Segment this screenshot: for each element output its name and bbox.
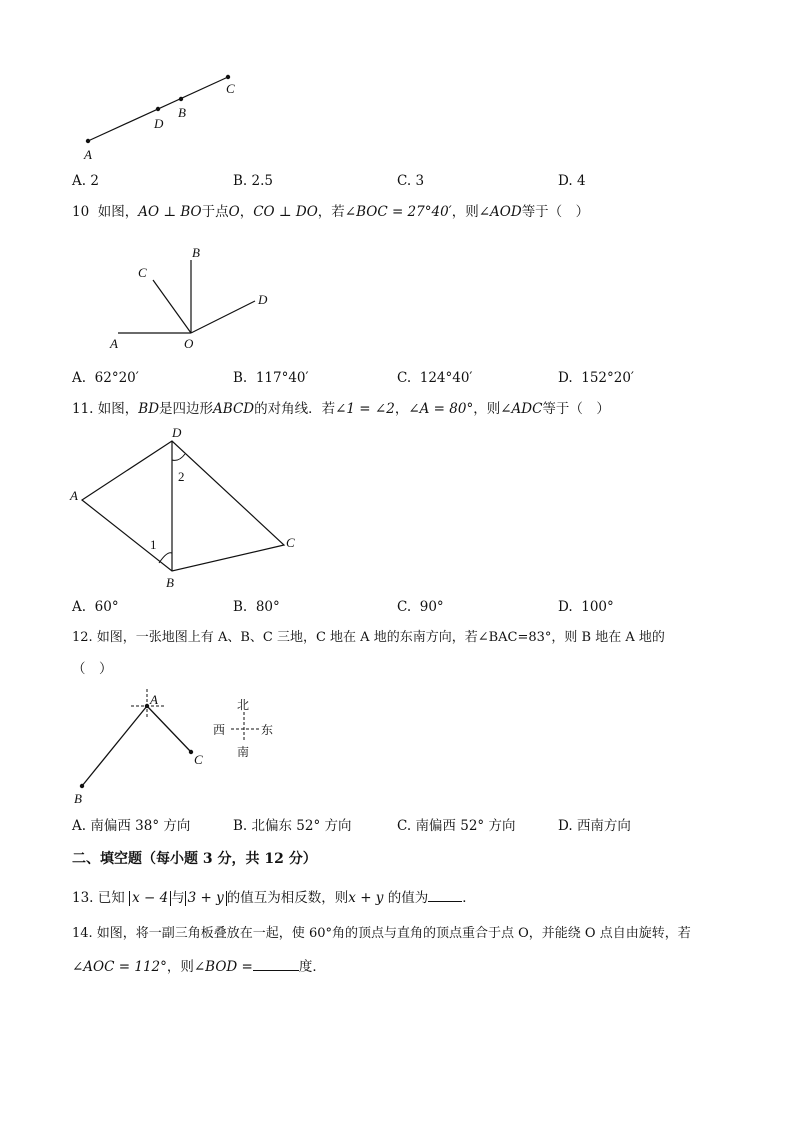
q12-option-a[interactable]: A. 南偏西 38° 方向 (72, 818, 191, 834)
q12-label-c: C (194, 752, 203, 767)
q9-label-c: C (226, 81, 235, 96)
q12-stem-line-2: （ ） (72, 661, 113, 677)
q11-stem: 11. 如图，BD是四边形ABCD的对角线．若∠1 = ∠2，∠A = 80°，则∠ADC等于（ ） (72, 401, 610, 417)
q12-compass-north: 北 (237, 698, 250, 712)
q13-abs-value-1: x − 4 (129, 891, 171, 906)
q13-answer-blank[interactable] (428, 888, 462, 902)
q9-figure (70, 66, 260, 166)
q11-label-angle-2: 2 (178, 469, 185, 484)
q12-option-c[interactable]: C. 南偏西 52° 方向 (397, 818, 516, 834)
section-2-title: 二、填空题（每小题 3 分，共 12 分） (72, 851, 317, 867)
q12-compass-south: 南 (237, 745, 250, 759)
q14-stem-line-1: 14. 如图，将一副三角板叠放在一起，使 60°角的顶点与直角的顶点重合于点 O，并能绕 O 点自由旋转，若 (72, 926, 691, 941)
q11-angle-mark-2 (172, 454, 185, 460)
q12-segment-ab (82, 706, 147, 786)
q9-point-a (86, 139, 90, 143)
q12-option-d[interactable]: D. 西南方向 (558, 818, 631, 834)
q9-point-b (179, 97, 183, 101)
q10-ray-oc (153, 280, 191, 333)
q10-label-a: A (110, 336, 118, 351)
q12-segment-ac (147, 706, 191, 752)
q10-option-a[interactable]: A. 62°20′ (72, 370, 139, 386)
q14-stem-line-2: ∠AOC = 112°，则∠BOD = 度． (72, 959, 326, 975)
q9-option-b[interactable]: B. 2.5 (233, 173, 273, 189)
q11-label-c: C (286, 535, 295, 550)
q10-option-d[interactable]: D. 152°20′ (558, 370, 634, 386)
q12-option-b[interactable]: B. 北偏东 52° 方向 (233, 818, 352, 834)
q12-compass-west: 西 (213, 723, 226, 737)
q13-abs-value-2: 3 + y (185, 891, 227, 906)
q9-option-a[interactable]: A. 2 (72, 173, 99, 189)
q9-option-c[interactable]: C. 3 (397, 173, 425, 189)
q11-option-c[interactable]: C. 90° (397, 599, 444, 615)
q9-label-d: D (154, 116, 164, 131)
q11-option-d[interactable]: D. 100° (558, 599, 614, 615)
q11-quadrilateral (82, 441, 284, 571)
q10-ray-od (191, 301, 255, 333)
q11-label-d: D (172, 425, 182, 440)
q12-point-b (80, 784, 84, 788)
q13-stem: 13. 已知 x − 4 与 3 + y 的值互为相反数，则x + y 的值为 ． (72, 890, 476, 906)
q11-option-b[interactable]: B. 80° (233, 599, 280, 615)
q11-figure (66, 424, 306, 594)
q10-label-o: O (184, 336, 194, 351)
q9-point-d (156, 107, 160, 111)
q10-label-b: B (192, 245, 200, 260)
q11-label-b: B (166, 575, 174, 590)
q10-figure (100, 240, 290, 355)
q9-option-d[interactable]: D. 4 (558, 173, 586, 189)
q14-answer-blank[interactable] (253, 957, 299, 971)
q10-label-c: C (138, 265, 147, 280)
q10-label-d: D (258, 292, 268, 307)
q11-label-a: A (70, 488, 78, 503)
q9-label-a: A (84, 147, 92, 162)
q12-label-a: A (150, 692, 158, 707)
q12-point-c (189, 750, 193, 754)
q12-figure (68, 686, 288, 808)
q10-option-b[interactable]: B. 117°40′ (233, 370, 309, 386)
q12-label-b: B (74, 791, 82, 806)
q12-stem-line-1: 12. 如图，一张地图上有 A、B、C 三地，C 地在 A 地的东南方向，若∠BAC=83°，则 B 地在 A 地的 (72, 630, 665, 645)
q10-option-c[interactable]: C. 124°40′ (397, 370, 473, 386)
q10-stem: 10 如图，AO ⊥ BO于点O，CO ⊥ DO，若∠BOC = 27°40′，则∠AOD等于（ ） (72, 204, 590, 220)
q12-point-a (145, 704, 149, 708)
q11-angle-mark-1 (159, 553, 172, 563)
q12-compass-east: 东 (261, 723, 274, 737)
q9-point-c (226, 75, 230, 79)
q11-label-angle-1: 1 (150, 537, 157, 552)
q9-label-b: B (178, 105, 186, 120)
q11-option-a[interactable]: A. 60° (72, 599, 119, 615)
